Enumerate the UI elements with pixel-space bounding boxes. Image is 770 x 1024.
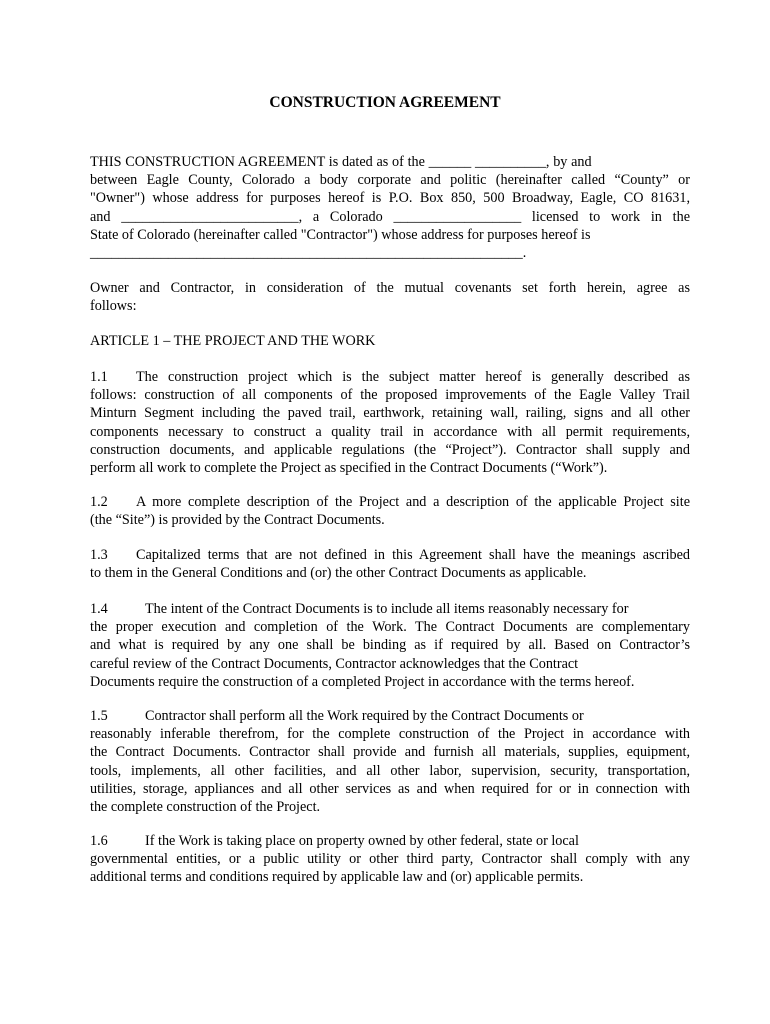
text-line: tools, implements, all other facilities, and all other labor, supervision, security, transportation, <box>90 762 690 779</box>
text-line: perform all work to complete the Project as specified in the Contract Documents (“Work”). <box>90 459 608 476</box>
text-line: "Owner") whose address for purposes hereof is P.O. Box 850, 500 Broadway, Eagle, CO 81631, <box>90 190 690 207</box>
text-line: between Eagle County, Colorado a body corporate and politic (hereinafter called “County” or <box>90 172 690 189</box>
text-line: reasonably inferable therefrom, for the complete construction of the Project in accordance with <box>90 726 690 743</box>
intro-paragraph <box>90 153 690 262</box>
text-line: additional terms and conditions required by applicable law and (or) applicable permits. <box>90 869 584 886</box>
text-line: The construction project which is the subject matter hereof is generally described as <box>136 369 690 385</box>
text-line: the proper execution and completion of the Work. The Contract Documents are complementary <box>90 619 690 636</box>
text-line: Documents require the construction of a completed Project in accordance with the terms hereof. <box>90 673 635 690</box>
section-1-3 <box>90 546 690 582</box>
section-number: 1.3 <box>90 547 108 563</box>
text-line: to them in the General Conditions and (or) the other Contract Documents as applicable. <box>90 565 587 582</box>
text-line: the complete construction of the Project. <box>90 798 321 815</box>
text-line: follows: <box>90 298 137 315</box>
text-line: Capitalized terms that are not defined in this Agreement shall have the meanings ascribed <box>136 547 690 563</box>
text-line: A more complete description of the Project and a description of the applicable Project site <box>136 494 690 510</box>
section-number: 1.1 <box>90 369 108 385</box>
section-first-line <box>90 832 690 850</box>
text-line: the Contract Documents. Contractor shall provide and furnish all materials, supplies, equipment, <box>90 744 690 761</box>
section-1-2 <box>90 493 690 529</box>
section-first-line <box>90 546 690 564</box>
text-line: governmental entities, or a public utility or other third party, Contractor shall comply with any <box>90 851 690 868</box>
section-number: 1.2 <box>90 494 108 510</box>
section-number: 1.6 <box>90 833 108 849</box>
section-1-6 <box>90 832 690 887</box>
text-line: _____________________________________________________________. <box>90 244 527 261</box>
section-first-line <box>90 707 690 725</box>
text-line: and _________________________, a Colorado __________________ licensed to work in the <box>90 208 690 225</box>
section-first-line <box>90 368 690 386</box>
text-line: The intent of the Contract Documents is to include all items reasonably necessary for <box>145 601 629 617</box>
section-number: 1.5 <box>90 708 108 724</box>
text-line: and what is required by any one shall be binding as if required by all. Based on Contractor’s <box>90 637 690 654</box>
text-line: construction documents, and applicable regulations (the “Project”). Contractor shall supply and <box>90 441 690 458</box>
text-line: follows: construction of all components of the proposed improvements of the Eagle Valley Trail <box>90 387 690 404</box>
text-line: State of Colorado (hereinafter called "Contractor") whose address for purposes hereof is <box>90 226 591 243</box>
text-line: careful review of the Contract Documents, Contractor acknowledges that the Contract <box>90 655 579 672</box>
article-heading <box>90 332 690 350</box>
text-line: If the Work is taking place on property owned by other federal, state or local <box>145 833 579 849</box>
text-line: THIS CONSTRUCTION AGREEMENT is dated as of the ______ __________, by and <box>90 154 592 170</box>
section-1-5 <box>90 707 690 816</box>
text-line: ARTICLE 1 – THE PROJECT AND THE WORK <box>90 333 376 349</box>
text-line: components necessary to construct a quality trail in accordance with all permit requirements, <box>90 423 690 440</box>
page-title: CONSTRUCTION AGREEMENT <box>269 94 501 111</box>
text-line: (the “Site”) is provided by the Contract Documents. <box>90 512 385 529</box>
section-1-1 <box>90 368 690 477</box>
text-line: Minturn Segment including the paved trail, earthwork, retaining wall, railing, signs and all other <box>90 405 690 422</box>
section-1-4 <box>90 600 690 691</box>
section-first-line <box>90 493 690 511</box>
section-first-line <box>90 600 690 618</box>
text-line: Contractor shall perform all the Work required by the Contract Documents or <box>145 708 584 724</box>
section-number: 1.4 <box>90 601 108 617</box>
text-line: utilities, storage, appliances and all other services as and when required for or in connection with <box>90 780 690 797</box>
text-line: Owner and Contractor, in consideration of the mutual covenants set forth herein, agree as <box>90 280 690 296</box>
consideration-paragraph <box>90 279 690 315</box>
